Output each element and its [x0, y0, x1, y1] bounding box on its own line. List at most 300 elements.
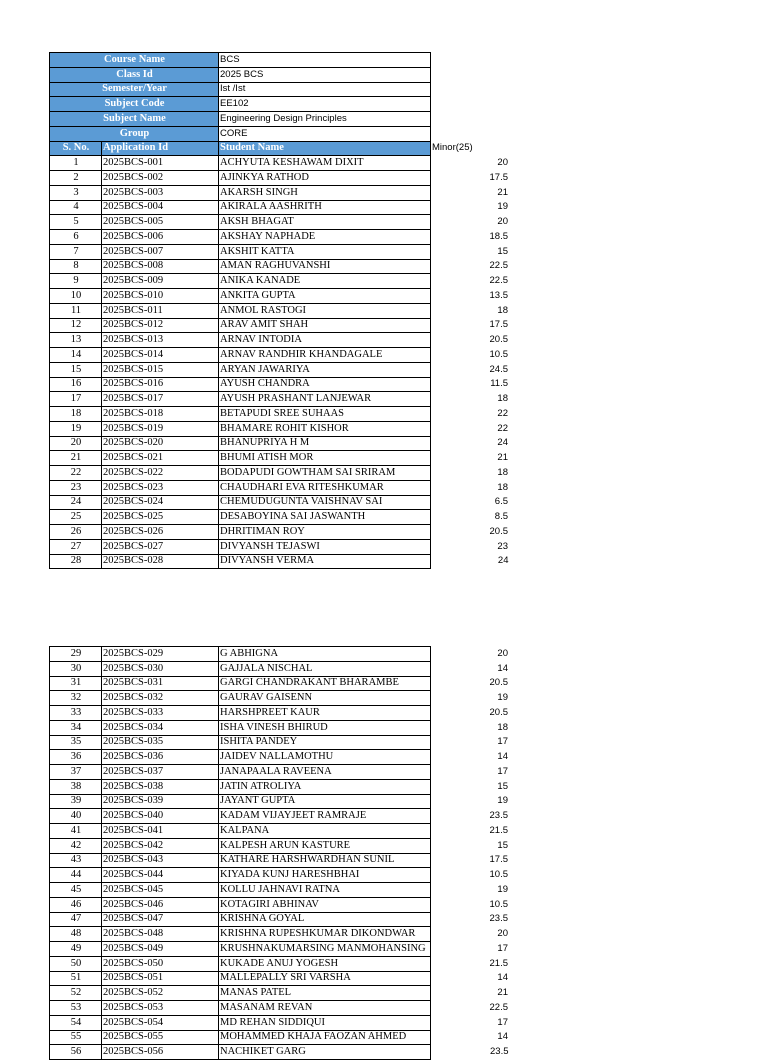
table-row	[50, 421, 511, 436]
table-row	[50, 1030, 511, 1045]
minor-marks: 17.5	[489, 854, 508, 866]
student-name: ANKITA GUPTA	[219, 289, 431, 304]
serial-number: 13	[50, 333, 102, 348]
table-row	[50, 554, 511, 569]
student-name: KRISHNA RUPESHKUMAR DIKONDWAR	[219, 927, 431, 942]
minor-marks: 20	[497, 928, 508, 940]
student-name: AYUSH PRASHANT LANJEWAR	[219, 392, 431, 407]
application-id: 2025BCS-041	[102, 824, 219, 839]
student-name: KUKADE ANUJ YOGESH	[219, 956, 431, 971]
table-row	[50, 1045, 511, 1060]
course-info-value: BCS	[219, 53, 431, 68]
serial-number: 31	[50, 676, 102, 691]
student-name: AKSH BHAGAT	[219, 215, 431, 230]
serial-number: 5	[50, 215, 102, 230]
application-id: 2025BCS-055	[102, 1030, 219, 1045]
application-id: 2025BCS-040	[102, 809, 219, 824]
table-row	[50, 838, 511, 853]
minor-marks: 20	[497, 647, 508, 659]
student-name: KOLLU JAHNAVI RATNA	[219, 883, 431, 898]
minor-marks: 17	[497, 765, 508, 777]
serial-number: 2	[50, 171, 102, 186]
minor-marks: 20	[497, 216, 508, 228]
table-row	[50, 883, 511, 898]
student-name: ANIKA KANADE	[219, 274, 431, 289]
student-name: DHRITIMAN ROY	[219, 525, 431, 540]
table-row	[50, 466, 511, 481]
table-row	[50, 244, 511, 259]
application-id: 2025BCS-015	[102, 362, 219, 377]
minor-marks: 20.5	[489, 706, 508, 718]
application-id: 2025BCS-034	[102, 720, 219, 735]
minor-marks: 14	[497, 972, 508, 984]
minor-marks: 15	[497, 780, 508, 792]
minor-marks: 8.5	[494, 511, 508, 523]
empty-cell	[431, 126, 511, 141]
course-info-label: Subject Name	[50, 112, 219, 127]
minor-marks: 19	[497, 201, 508, 213]
table-row	[50, 676, 511, 691]
application-id: 2025BCS-045	[102, 883, 219, 898]
application-id: 2025BCS-054	[102, 1015, 219, 1030]
table-row	[50, 171, 511, 186]
student-name: G ABHIGNA	[219, 647, 431, 662]
serial-number: 12	[50, 318, 102, 333]
table-row	[50, 912, 511, 927]
empty-cell	[431, 53, 511, 68]
table-row	[50, 735, 511, 750]
minor-marks: 17	[497, 736, 508, 748]
minor-marks: 24	[497, 437, 508, 449]
minor-marks: 18	[497, 393, 508, 405]
table-row	[50, 348, 511, 363]
serial-number: 4	[50, 200, 102, 215]
serial-number: 15	[50, 362, 102, 377]
application-id: 2025BCS-029	[102, 647, 219, 662]
student-name: KRISHNA GOYAL	[219, 912, 431, 927]
empty-cell	[431, 112, 511, 127]
serial-number: 47	[50, 912, 102, 927]
student-name: AYUSH CHANDRA	[219, 377, 431, 392]
table-row	[50, 451, 511, 466]
student-name: GARGI CHANDRAKANT BHARAMBE	[219, 676, 431, 691]
application-id: 2025BCS-039	[102, 794, 219, 809]
student-name: KIYADA KUNJ HARESHBHAI	[219, 868, 431, 883]
minor-marks: 10.5	[489, 348, 508, 360]
minor-marks: 18	[497, 721, 508, 733]
minor-marks: 19	[497, 795, 508, 807]
table-row	[50, 156, 511, 171]
application-id: 2025BCS-004	[102, 200, 219, 215]
course-info-label: Subject Code	[50, 97, 219, 112]
minor-marks: 23.5	[490, 1046, 509, 1058]
serial-number: 53	[50, 1001, 102, 1016]
student-name: ARNAV INTODIA	[219, 333, 431, 348]
application-id: 2025BCS-053	[102, 1001, 219, 1016]
minor-marks: 21	[497, 186, 508, 198]
application-id: 2025BCS-007	[102, 244, 219, 259]
serial-number: 26	[50, 525, 102, 540]
student-rows-page-1	[50, 156, 511, 569]
student-name: CHEMUDUGUNTA VAISHNAV SAI	[219, 495, 431, 510]
minor-marks: 14	[497, 1031, 508, 1043]
table-row	[50, 495, 511, 510]
student-name: GAJJALA NISCHAL	[219, 661, 431, 676]
table-row	[50, 1015, 511, 1030]
application-id: 2025BCS-031	[102, 676, 219, 691]
student-name: BODAPUDI GOWTHAM SAI SRIRAM	[219, 466, 431, 481]
serial-number: 22	[50, 466, 102, 481]
student-name: MALLEPALLY SRI VARSHA	[219, 971, 431, 986]
application-id: 2025BCS-019	[102, 421, 219, 436]
table-row	[50, 525, 511, 540]
serial-number: 9	[50, 274, 102, 289]
minor-marks: 22	[497, 422, 508, 434]
course-info-row	[50, 67, 511, 82]
student-name: BHAMARE ROHIT KISHOR	[219, 421, 431, 436]
course-info-label: Course Name	[50, 53, 219, 68]
serial-number: 40	[50, 809, 102, 824]
minor-marks: 20.5	[489, 334, 508, 346]
minor-marks: 21.5	[489, 824, 508, 836]
student-name: KRUSHNAKUMARSING MANMOHANSING	[219, 942, 431, 957]
student-name: JANAPAALA RAVEENA	[219, 765, 431, 780]
table-row	[50, 779, 511, 794]
student-name: ANMOL RASTOGI	[219, 303, 431, 318]
course-info-value: 2025 BCS	[219, 67, 431, 82]
student-name: KADAM VIJAYJEET RAMRAJE	[219, 809, 431, 824]
table-row	[50, 868, 511, 883]
table-row	[50, 407, 511, 422]
serial-number: 36	[50, 750, 102, 765]
minor-marks: 23.5	[489, 810, 508, 822]
minor-marks: 21	[497, 452, 508, 464]
serial-number: 8	[50, 259, 102, 274]
sheet-page-2	[49, 646, 511, 1060]
application-id: 2025BCS-052	[102, 986, 219, 1001]
table-row	[50, 971, 511, 986]
course-info-label: Group	[50, 126, 219, 141]
application-id: 2025BCS-013	[102, 333, 219, 348]
table-row	[50, 853, 511, 868]
minor-marks: 19	[497, 883, 508, 895]
minor-marks: 14	[497, 662, 508, 674]
application-id: 2025BCS-006	[102, 230, 219, 245]
application-id: 2025BCS-014	[102, 348, 219, 363]
application-id: 2025BCS-010	[102, 289, 219, 304]
minor-marks: 22.5	[489, 275, 508, 287]
serial-number: 44	[50, 868, 102, 883]
serial-number: 18	[50, 407, 102, 422]
student-name: ISHA VINESH BHIRUD	[219, 720, 431, 735]
student-name: DIVYANSH VERMA	[219, 554, 431, 569]
empty-cell	[431, 67, 511, 82]
serial-number: 39	[50, 794, 102, 809]
table-row	[50, 185, 511, 200]
course-info-label: Semester/Year	[50, 82, 219, 97]
application-id: 2025BCS-025	[102, 510, 219, 525]
application-id: 2025BCS-022	[102, 466, 219, 481]
application-id: 2025BCS-020	[102, 436, 219, 451]
serial-number: 46	[50, 897, 102, 912]
application-id: 2025BCS-035	[102, 735, 219, 750]
application-id: 2025BCS-038	[102, 779, 219, 794]
minor-marks: 14	[497, 751, 508, 763]
student-name: AKIRALA AASHRITH	[219, 200, 431, 215]
marks-header: Minor(25)	[432, 142, 473, 154]
student-name: ARAV AMIT SHAH	[219, 318, 431, 333]
serial-number: 43	[50, 853, 102, 868]
serial-number: 23	[50, 480, 102, 495]
serial-number: 14	[50, 348, 102, 363]
student-name: BHANUPRIYA H M	[219, 436, 431, 451]
serial-number: 50	[50, 956, 102, 971]
application-id: 2025BCS-002	[102, 171, 219, 186]
minor-marks: 17.5	[489, 171, 508, 183]
serial-number: 42	[50, 838, 102, 853]
student-name: MANAS PATEL	[219, 986, 431, 1001]
table-row	[50, 1001, 511, 1016]
serial-number: 25	[50, 510, 102, 525]
student-name: AMAN RAGHUVANSHI	[219, 259, 431, 274]
application-id: 2025BCS-027	[102, 539, 219, 554]
student-name: MASANAM REVAN	[219, 1001, 431, 1016]
student-name: JATIN ATROLIYA	[219, 779, 431, 794]
minor-marks: 18	[497, 466, 508, 478]
serial-number: 11	[50, 303, 102, 318]
course-info-row	[50, 82, 511, 97]
marks-table-page-2	[49, 646, 511, 1060]
serial-number: 52	[50, 986, 102, 1001]
table-row	[50, 765, 511, 780]
application-id: 2025BCS-032	[102, 691, 219, 706]
student-name: ARYAN JAWARIYA	[219, 362, 431, 377]
application-id: 2025BCS-023	[102, 480, 219, 495]
minor-marks: 22.5	[489, 1001, 508, 1013]
application-id: 2025BCS-047	[102, 912, 219, 927]
table-row	[50, 510, 511, 525]
student-name: DESABOYINA SAI JASWANTH	[219, 510, 431, 525]
minor-marks: 10.5	[489, 869, 508, 881]
table-row	[50, 647, 511, 662]
serial-number: 49	[50, 942, 102, 957]
course-info-row	[50, 126, 511, 141]
application-id: 2025BCS-016	[102, 377, 219, 392]
minor-marks: 23.5	[489, 913, 508, 925]
minor-marks: 20.5	[489, 525, 508, 537]
table-row	[50, 809, 511, 824]
serial-number: 7	[50, 244, 102, 259]
minor-marks: 10.5	[489, 898, 508, 910]
course-info-row	[50, 97, 511, 112]
application-id: 2025BCS-012	[102, 318, 219, 333]
minor-marks: 21.5	[489, 957, 508, 969]
application-id: 2025BCS-037	[102, 765, 219, 780]
serial-number: 24	[50, 495, 102, 510]
table-row	[50, 333, 511, 348]
minor-marks: 24	[497, 555, 509, 567]
serial-number: 17	[50, 392, 102, 407]
student-name: KALPANA	[219, 824, 431, 839]
course-info-value: Engineering Design Principles	[219, 112, 431, 127]
serial-number: 34	[50, 720, 102, 735]
student-name: BETAPUDI SREE SUHAAS	[219, 407, 431, 422]
empty-cell	[431, 82, 511, 97]
student-name: ARNAV RANDHIR KHANDAGALE	[219, 348, 431, 363]
application-id: 2025BCS-036	[102, 750, 219, 765]
serial-number: 32	[50, 691, 102, 706]
student-name: MD REHAN SIDDIQUI	[219, 1015, 431, 1030]
serial-number: 55	[50, 1030, 102, 1045]
table-row	[50, 661, 511, 676]
minor-marks: 15	[497, 245, 508, 257]
minor-marks: 20	[497, 157, 508, 169]
minor-marks: 18.5	[489, 230, 508, 242]
serial-number: 56	[50, 1045, 102, 1060]
empty-cell	[431, 97, 511, 112]
table-row	[50, 436, 511, 451]
serial-number: 20	[50, 436, 102, 451]
serial-number: 6	[50, 230, 102, 245]
student-name: MOHAMMED KHAJA FAOZAN AHMED	[219, 1030, 431, 1045]
minor-marks: 15	[497, 839, 508, 851]
application-id: 2025BCS-048	[102, 927, 219, 942]
student-name: ISHITA PANDEY	[219, 735, 431, 750]
table-row	[50, 289, 511, 304]
minor-marks: 17.5	[489, 319, 508, 331]
application-id: 2025BCS-021	[102, 451, 219, 466]
application-id: 2025BCS-056	[102, 1045, 219, 1060]
student-name: GAURAV GAISENN	[219, 691, 431, 706]
table-row	[50, 986, 511, 1001]
table-row	[50, 259, 511, 274]
serial-number: 54	[50, 1015, 102, 1030]
application-id: 2025BCS-033	[102, 706, 219, 721]
application-id: 2025BCS-008	[102, 259, 219, 274]
minor-marks: 18	[497, 481, 508, 493]
minor-marks: 23	[497, 540, 508, 552]
table-row	[50, 362, 511, 377]
application-id: 2025BCS-017	[102, 392, 219, 407]
table-row	[50, 794, 511, 809]
student-name: BHUMI ATISH MOR	[219, 451, 431, 466]
minor-marks: 22.5	[489, 260, 508, 272]
serial-number: 29	[50, 647, 102, 662]
student-name: AKSHAY NAPHADE	[219, 230, 431, 245]
table-row	[50, 691, 511, 706]
minor-marks: 20.5	[489, 677, 508, 689]
minor-marks: 19	[497, 692, 508, 704]
application-id: 2025BCS-050	[102, 956, 219, 971]
student-name: NACHIKET GARG	[219, 1045, 431, 1060]
serial-number: 28	[50, 554, 102, 569]
application-id: 2025BCS-030	[102, 661, 219, 676]
table-row	[50, 720, 511, 735]
student-rows-page-2	[50, 647, 511, 1060]
student-name: DIVYANSH TEJASWI	[219, 539, 431, 554]
marks-table-page-1	[49, 52, 511, 569]
serial-number: 1	[50, 156, 102, 171]
application-id: 2025BCS-028	[102, 554, 219, 569]
course-info-row	[50, 53, 511, 68]
student-name: KATHARE HARSHWARDHAN SUNIL	[219, 853, 431, 868]
minor-marks: 11.5	[490, 378, 508, 390]
course-info-value: CORE	[219, 126, 431, 141]
student-name-header: Student Name	[219, 141, 431, 156]
minor-marks: 6.5	[494, 496, 508, 508]
student-name: AKSHIT KATTA	[219, 244, 431, 259]
application-id: 2025BCS-005	[102, 215, 219, 230]
minor-marks: 17	[497, 1016, 508, 1028]
application-id: 2025BCS-011	[102, 303, 219, 318]
serial-number: 38	[50, 779, 102, 794]
column-header-row	[50, 141, 511, 156]
table-row	[50, 539, 511, 554]
table-row	[50, 318, 511, 333]
table-row	[50, 230, 511, 245]
minor-marks: 21	[497, 987, 508, 999]
student-name: JAYANT GUPTA	[219, 794, 431, 809]
table-row	[50, 706, 511, 721]
serial-number: 37	[50, 765, 102, 780]
course-info-label: Class Id	[50, 67, 219, 82]
student-name: JAIDEV NALLAMOTHU	[219, 750, 431, 765]
course-info-block	[50, 53, 511, 142]
sno-header: S. No.	[50, 141, 102, 156]
table-row	[50, 377, 511, 392]
table-row	[50, 897, 511, 912]
student-name: KOTAGIRI ABHINAV	[219, 897, 431, 912]
minor-marks: 22	[497, 407, 508, 419]
serial-number: 10	[50, 289, 102, 304]
table-row	[50, 392, 511, 407]
application-id: 2025BCS-009	[102, 274, 219, 289]
table-row	[50, 927, 511, 942]
serial-number: 45	[50, 883, 102, 898]
table-row	[50, 824, 511, 839]
serial-number: 51	[50, 971, 102, 986]
student-name: CHAUDHARI EVA RITESHKUMAR	[219, 480, 431, 495]
application-id: 2025BCS-043	[102, 853, 219, 868]
minor-marks: 13.5	[489, 289, 508, 301]
table-row	[50, 750, 511, 765]
application-id: 2025BCS-024	[102, 495, 219, 510]
minor-marks: 17	[497, 942, 508, 954]
table-row	[50, 480, 511, 495]
course-info-value: EE102	[219, 97, 431, 112]
table-row	[50, 956, 511, 971]
application-id-header: Application Id	[102, 141, 219, 156]
student-name: ACHYUTA KESHAWAM DIXIT	[219, 156, 431, 171]
course-info-value: Ist /Ist	[219, 82, 431, 97]
minor-marks: 18	[497, 304, 508, 316]
table-row	[50, 942, 511, 957]
student-name: KALPESH ARUN KASTURE	[219, 838, 431, 853]
table-row	[50, 200, 511, 215]
serial-number: 3	[50, 185, 102, 200]
table-row	[50, 303, 511, 318]
serial-number: 21	[50, 451, 102, 466]
serial-number: 35	[50, 735, 102, 750]
course-info-row	[50, 112, 511, 127]
table-row	[50, 274, 511, 289]
application-id: 2025BCS-018	[102, 407, 219, 422]
serial-number: 48	[50, 927, 102, 942]
application-id: 2025BCS-044	[102, 868, 219, 883]
application-id: 2025BCS-026	[102, 525, 219, 540]
application-id: 2025BCS-003	[102, 185, 219, 200]
application-id: 2025BCS-042	[102, 838, 219, 853]
